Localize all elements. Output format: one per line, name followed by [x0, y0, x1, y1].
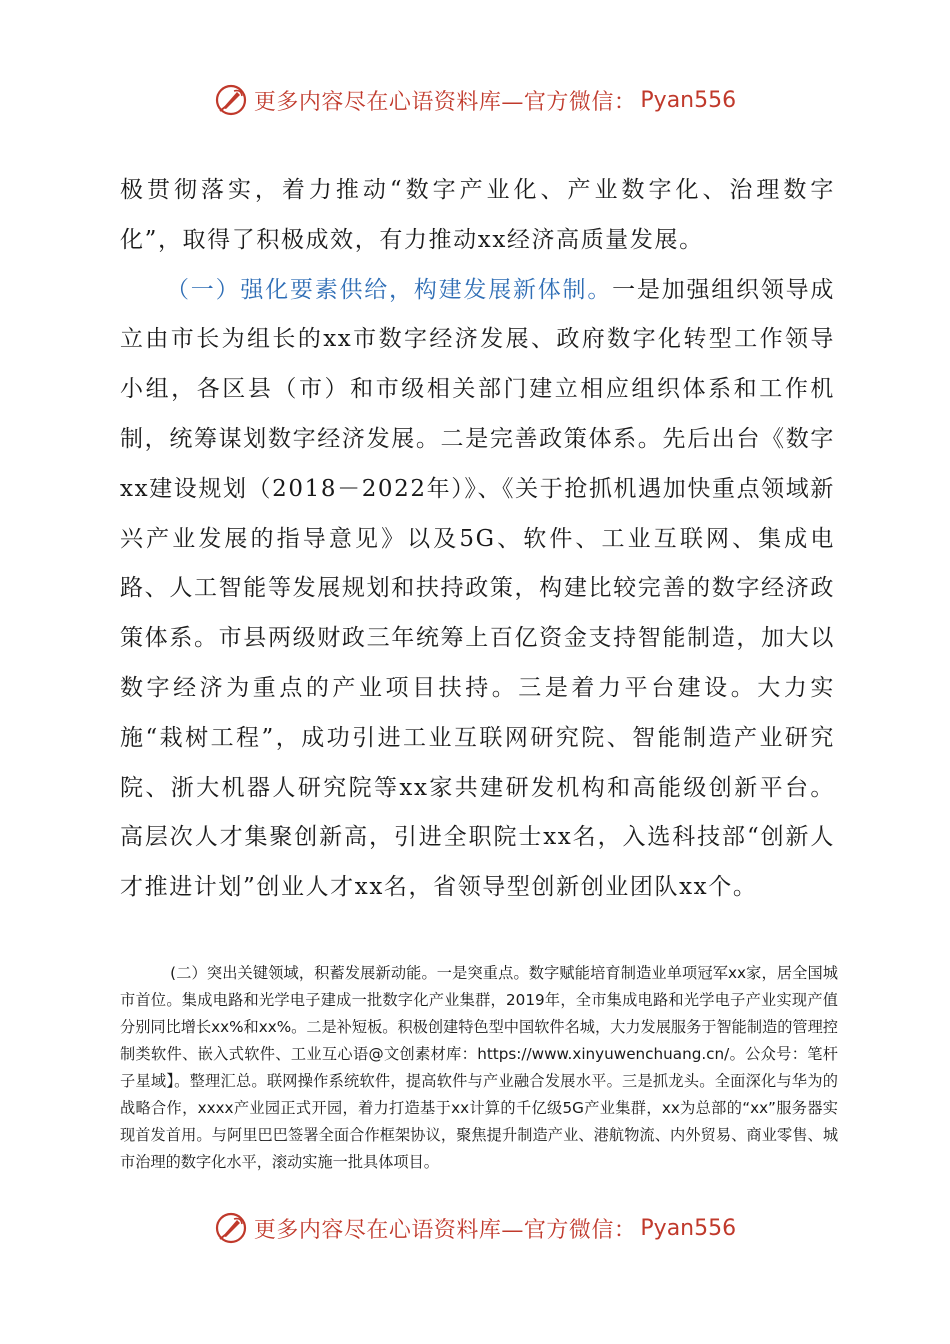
- paragraph-3: (二）突出关键领域，积蓄发展新动能。一是突重点。数字赋能培育制造业单项冠军xx家，居全国城市首位。集成电路和光学电子建成一批数字化产业集群，2019年，全市集成电路和光学电子产业实现产值分别同比增长xx%和xx%。二是补短板。积极创建特色型中国软件名城，大力发展服务于智能制造的管理控制类软件、嵌入式软件、工业互心语@文创素材库：https://www.xinyuwenchuang.cn/。公众号：笔杆子星域】。整理汇总。联网操作系统软件，提高软件与产业融合发展水平。三是抓龙头。全面深化与华为的战略合作，xxxx产业园正式开园，着力打造基于xx计算的千亿级5G产业集群，xx为总部的“xx”服务器实现首发首用。与阿里巴巴签署全面合作框架协议，聚焦提升制造产业、港航物流、内外贸易、商业零售、城市治理的数字化水平，滚动实施一批具体项目。: [120, 964, 838, 1171]
- section-heading-1: （一）强化要素供给，构建发展新体制。: [166, 276, 613, 303]
- quill-logo-icon: [214, 83, 248, 117]
- banner-wechat-id: Pyan556: [640, 1215, 737, 1241]
- paragraph-2: [120, 266, 835, 913]
- header-banner: [0, 80, 950, 120]
- banner-text: 更多内容尽在心语资料库—官方微信：: [253, 1217, 637, 1243]
- paragraph-2-body: 一是加强组织领导成立由市长为组长的xx市数字经济发展、政府数字化转型工作领导小组，各区县（市）和市级相关部门建立相应组织体系和工作机制，统筹谋划数字经济发展。二是完善政策体系。先后出台《数字xx建设规划（2018－2022年）》、《关于抢抓机遇加快重点领域新兴产业发展的指导意见》以及5G、软件、工业互联网、集成电路、人工智能等发展规划和扶持政策，构建比较完善的数字经济政策体系。市县两级财政三年统筹上百亿资金支持智能制造，加大以数字经济为重点的产业项目扶持。三是着力平台建设。大力实施“栽树工程”，成功引进工业互联网研究院、智能制造产业研究院、浙大机器人研究院等xx家共建研发机构和高能级创新平台。高层次人才集聚创新高，引进全职院士xx名，入选科技部“创新人才推进计划”创业人才xx名，省领导型创新创业团队xx个。: [120, 276, 835, 901]
- banner-wechat-id: Pyan556: [640, 87, 737, 113]
- banner-text: 更多内容尽在心语资料库—官方微信：: [253, 89, 637, 115]
- paragraph-1: 极贯彻落实，着力推动“数字产业化、产业数字化、治理数字化”，取得了积极成效，有力推动xx经济高质量发展。: [120, 177, 835, 253]
- quill-logo-icon: [214, 1211, 248, 1245]
- main-body: [120, 166, 835, 913]
- footer-banner: [0, 1208, 950, 1248]
